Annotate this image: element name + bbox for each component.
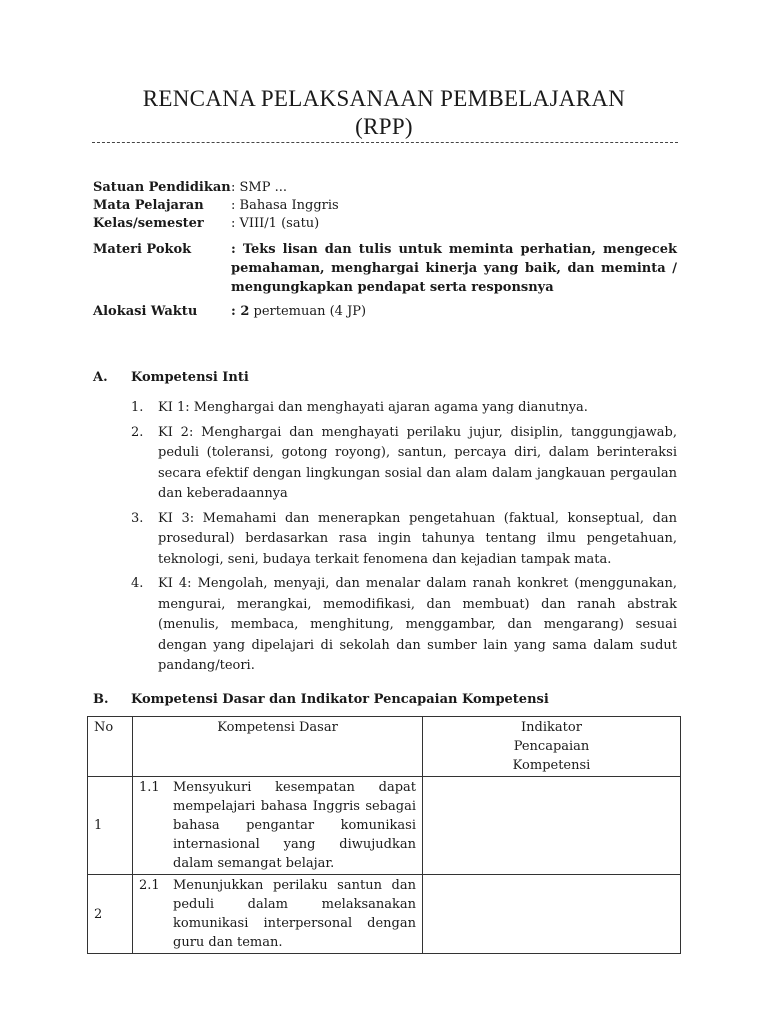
kd-number: 2.1: [139, 878, 160, 893]
meta-value: : VIII/1 (satu): [231, 216, 320, 231]
meta-label: Satuan Pendidikan: [93, 180, 231, 195]
section-title: Kompetensi Dasar dan Indikator Pencapaian Kompetensi: [131, 692, 549, 707]
section-letter: B.: [93, 692, 109, 707]
kd-number: 1.1: [139, 780, 160, 795]
item-text: KI 3: Memahami dan menerapkan pengetahuan (faktual, konseptual, dan prosedural) berdasarkan rasa ingin tahunya tentang ilmu pengetahuan, teknologi, seni, budaya terkait fenomena dan kejadian tampak mata.: [158, 510, 677, 567]
section-b-heading: [93, 692, 549, 707]
meta-value-bold: : 2: [231, 304, 250, 319]
item-text: KI 1: Menghargai dan menghayati ajaran agama yang dianutnya.: [158, 400, 588, 415]
meta-value: : Teks lisan dan tulis untuk meminta perhatian, mengecek pemahaman, menghargai kinerja yang baik, dan meminta / mengungkapkan pendapat serta responsnya: [231, 242, 677, 295]
list-item: [131, 398, 677, 419]
header-indikator: Indikator Pencapaian Kompetensi: [423, 717, 681, 777]
table-header-row: [88, 717, 681, 777]
item-number: 3.: [131, 510, 144, 526]
header-kd: Kompetensi Dasar: [133, 717, 423, 777]
indikator-cell: [423, 875, 681, 954]
dashed-divider: [92, 142, 678, 143]
section-letter: A.: [93, 370, 108, 385]
section-a-heading: [93, 370, 249, 385]
item-text: KI 4: Mengolah, menyaji, dan menalar dalam ranah konkret (menggunakan, mengurai, merangkai, memodifikasi, dan membuat) dan ranah abstrak (menulis, membaca, menghitung, menggambar, dan mengarang) sesuai dengan yang dipelajari di sekolah dan sumber lain yang sama dalam sudut pandang/teori.: [158, 576, 677, 673]
list-item: [131, 423, 677, 505]
identity-block: [93, 180, 677, 319]
meta-value: : Bahasa Inggris: [231, 198, 339, 213]
kd-text: Mensyukuri kesempatan dapat mempelajari bahasa Inggris sebagai bahasa pengantar komunikasi internasional yang diwujudkan dalam semangat belajar.: [173, 780, 416, 871]
section-title: Kompetensi Inti: [131, 370, 249, 385]
row-no: 2: [88, 875, 133, 954]
meta-value: pertemuan (4 JP): [249, 304, 367, 319]
item-number: 4.: [131, 576, 144, 591]
item-text: KI 2: Menghargai dan menghayati perilaku jujur, disiplin, tanggungjawab, peduli (toleransi, gotong royong), santun, percaya diri, dalam berinteraksi secara efektif dengan lingkungan sosial dan alam dalam jangkauan pergaulan dan keberadaannya: [158, 424, 677, 501]
meta-label: Kelas/semester: [93, 216, 204, 231]
item-number: 1.: [131, 400, 144, 415]
meta-label: Mata Pelajaran: [93, 198, 204, 213]
row-no: 1: [88, 777, 133, 875]
indikator-cell: [423, 777, 681, 875]
meta-value: : SMP ...: [231, 180, 288, 195]
table-row: [88, 875, 681, 954]
doc-title: RENCANA PELAKSANAAN PEMBELAJARAN: [142, 86, 626, 111]
meta-label: Materi Pokok: [93, 242, 192, 257]
kd-table: [87, 716, 681, 954]
ki-list: [131, 398, 677, 681]
doc-subtitle: (RPP): [355, 114, 413, 139]
item-number: 2.: [131, 424, 144, 440]
list-item: [131, 509, 677, 571]
list-item: [131, 574, 677, 677]
table-row: [88, 777, 681, 875]
header-no: No: [88, 717, 133, 777]
meta-label: Alokasi Waktu: [93, 304, 198, 319]
kd-text: Menunjukkan perilaku santun dan peduli dalam melaksanakan komunikasi interpersonal dengan guru dan teman.: [173, 878, 416, 950]
